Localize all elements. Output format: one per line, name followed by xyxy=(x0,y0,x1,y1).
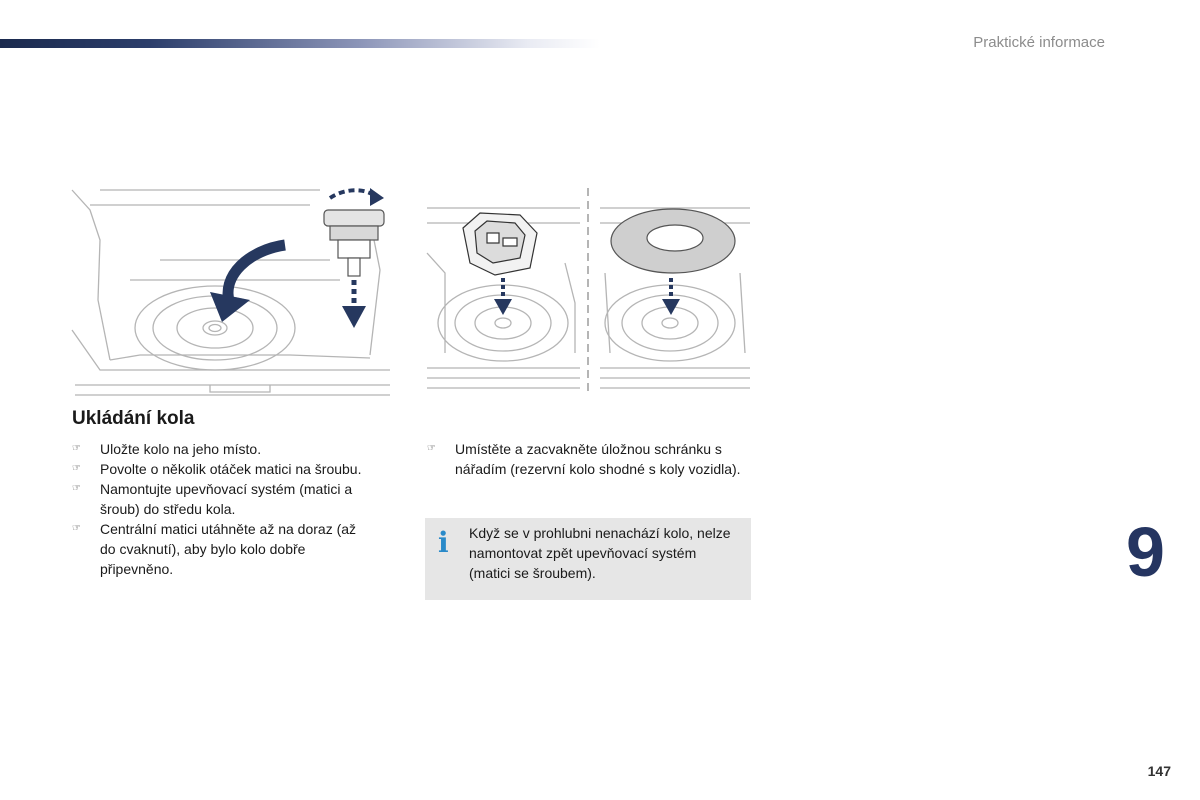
right-bullet-list xyxy=(427,439,752,479)
chapter-number: 9 xyxy=(1126,513,1165,591)
list-item: ☞ Povolte o několik otáček matici na šroubu. xyxy=(72,461,362,477)
hand-pointer-icon: ☞ xyxy=(72,483,81,494)
hand-pointer-icon: ☞ xyxy=(72,523,81,534)
section-heading: Ukládání kola xyxy=(72,408,195,429)
info-text: Když se v prohlubni nenachází kolo, nelze namontovat zpět upevňovací systém (matici se šroubem). xyxy=(469,525,731,581)
left-bullet-list xyxy=(72,439,392,579)
list-item: ☞ Centrální matici utáhněte až na doraz (až do cvaknutí), aby bylo kolo dobře připevněno. xyxy=(72,521,357,577)
page-number: 147 xyxy=(1147,763,1171,779)
hand-pointer-icon: ☞ xyxy=(427,443,436,454)
section-title: Praktické informace xyxy=(973,34,1105,51)
list-item: ☞ Namontujte upevňovací systém (matici a šroub) do středu kola. xyxy=(72,481,353,517)
info-box xyxy=(425,518,751,600)
header-gradient-bar xyxy=(0,39,600,48)
hand-pointer-icon: ☞ xyxy=(72,463,81,474)
toolbox-cover-illustration xyxy=(425,183,752,398)
list-item: ☞ Umístěte a zacvakněte úložnou schránku s nářadím (rezervní kolo shodné s koly vozidla). xyxy=(427,441,741,477)
hand-pointer-icon: ☞ xyxy=(72,443,81,454)
info-icon: i xyxy=(438,526,449,559)
list-item: ☞ Uložte kolo na jeho místo. xyxy=(72,441,262,457)
spare-wheel-illustration xyxy=(70,180,398,402)
